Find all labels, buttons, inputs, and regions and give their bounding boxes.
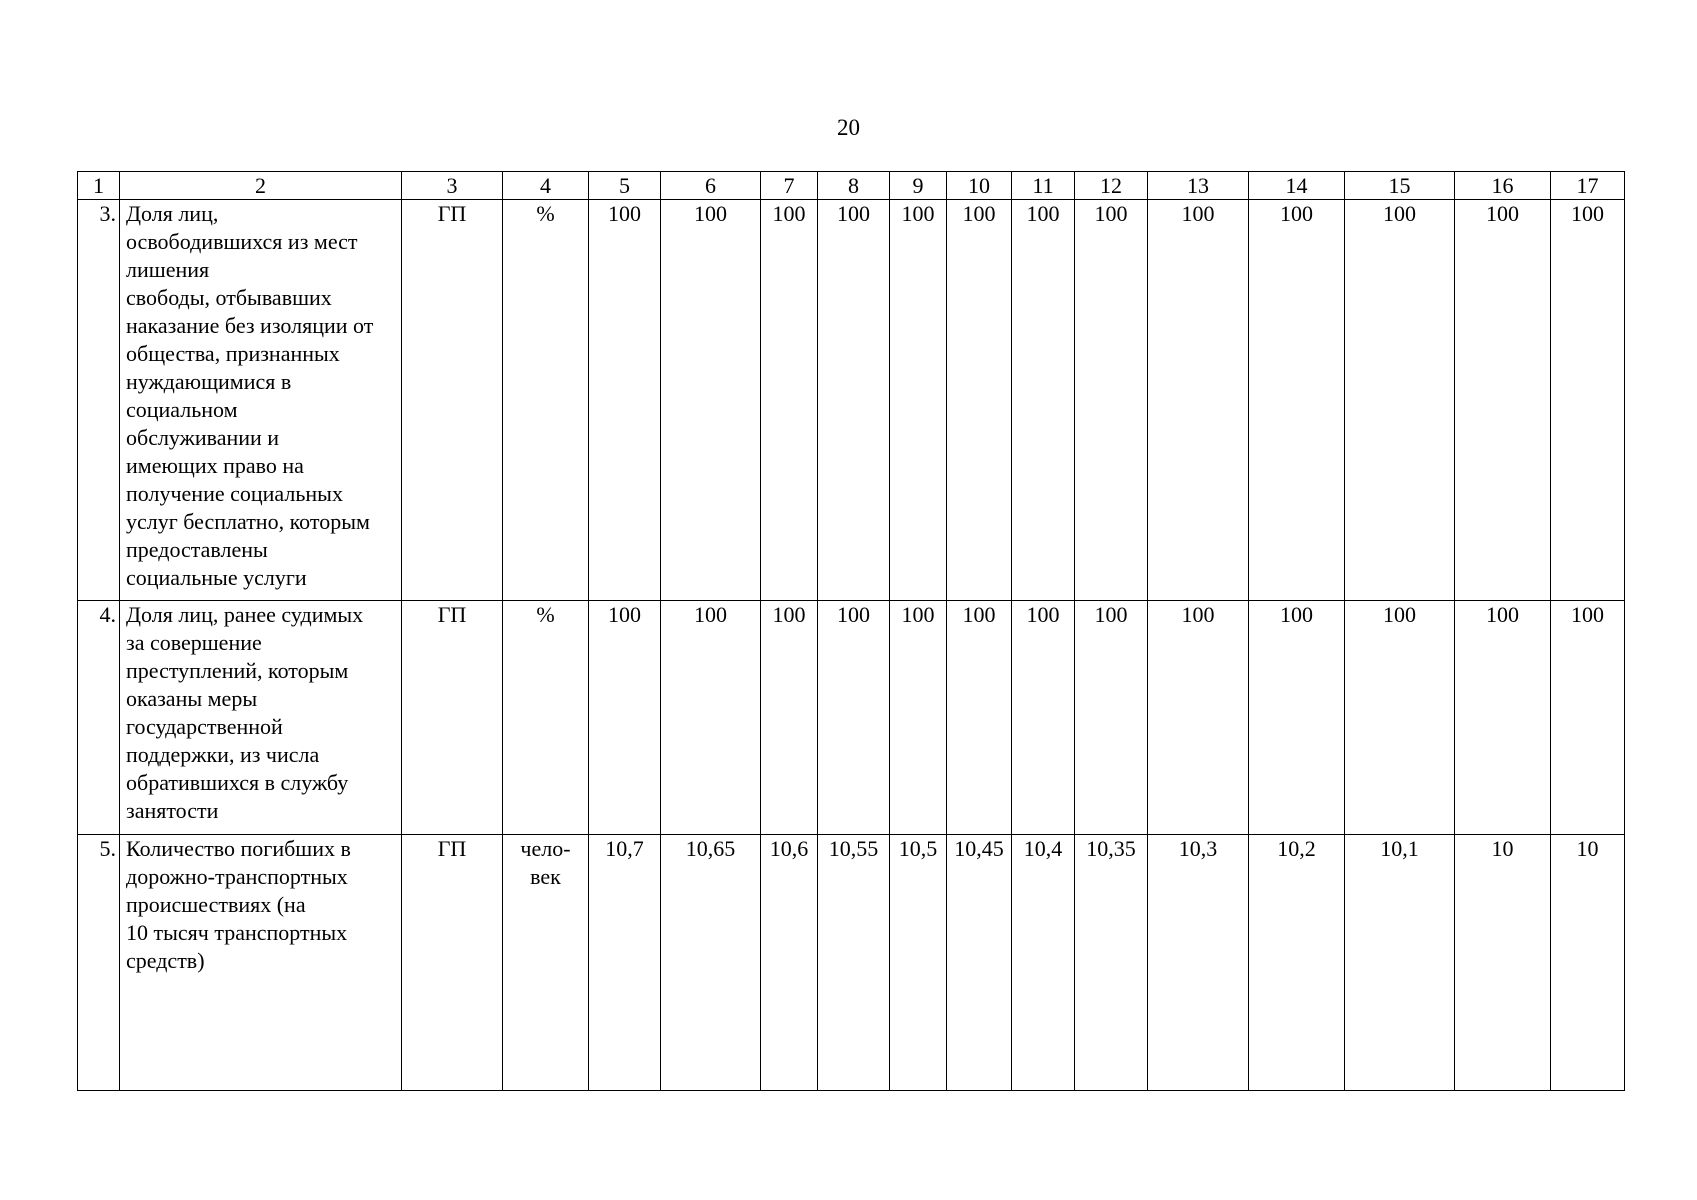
header-cell: 14 (1249, 172, 1345, 200)
indicator-name-line: обслуживании и (126, 425, 280, 450)
indicator-name-line: общества, признанных (126, 341, 340, 366)
indicator-name-line: государственной (126, 714, 283, 739)
header-cell: 3 (402, 172, 503, 200)
header-cell: 7 (761, 172, 818, 200)
unit-cell (503, 200, 589, 601)
unit-cell (503, 601, 589, 835)
indicator-name-line: получение социальных (126, 481, 343, 506)
indicator-name (120, 601, 402, 835)
header-cell: 2 (120, 172, 402, 200)
row-number: 4. (78, 601, 120, 835)
indicator-name-line: происшествиях (на (126, 892, 306, 917)
indicator-name-line: дорожно-транспортных (126, 864, 348, 889)
row-number: 5. (78, 835, 120, 1091)
value-cell: 10,5 (890, 835, 947, 1091)
indicator-name-line: нуждающимися в (126, 369, 292, 394)
indicator-name-line: услуг бесплатно, которым (126, 509, 370, 534)
header-cell: 4 (503, 172, 589, 200)
value-cell: 100 (1148, 601, 1249, 835)
value-cell: 10 (1551, 835, 1625, 1091)
value-cell: 100 (1249, 601, 1345, 835)
value-cell: 100 (589, 601, 661, 835)
value-cell: 100 (1249, 200, 1345, 601)
source-cell: ГП (402, 601, 503, 835)
indicator-name-line: Доля лиц, ранее судимых (126, 602, 364, 627)
indicator-name-line: преступлений, которым (126, 658, 349, 683)
indicator-name-line: за совершение (126, 630, 262, 655)
value-cell: 100 (1551, 601, 1625, 835)
unit-line: век (530, 864, 561, 889)
value-cell: 10,35 (1075, 835, 1148, 1091)
value-cell: 100 (589, 200, 661, 601)
indicator-name-line: свободы, отбывавших (126, 285, 332, 310)
value-cell: 10,65 (661, 835, 761, 1091)
indicator-name-line: поддержки, из числа (126, 742, 320, 767)
value-cell: 100 (818, 601, 890, 835)
source-cell: ГП (402, 200, 503, 601)
unit-line: чело- (520, 836, 571, 861)
value-cell: 100 (761, 200, 818, 601)
indicator-name-line: Количество погибших в (126, 836, 351, 861)
indicator-name-line: обратившихся в службу (126, 770, 349, 795)
header-cell: 9 (890, 172, 947, 200)
value-cell: 100 (1455, 200, 1551, 601)
indicator-name-line: средств) (126, 948, 205, 973)
value-cell: 100 (1455, 601, 1551, 835)
value-cell: 100 (1551, 200, 1625, 601)
header-cell: 16 (1455, 172, 1551, 200)
indicator-name-line: занятости (126, 798, 219, 823)
header-cell: 17 (1551, 172, 1625, 200)
value-cell: 10,6 (761, 835, 818, 1091)
header-cell: 6 (661, 172, 761, 200)
value-cell: 10,4 (1012, 835, 1075, 1091)
value-cell: 100 (761, 601, 818, 835)
value-cell: 10 (1455, 835, 1551, 1091)
indicator-name-line: наказание без изоляции от (126, 313, 374, 338)
header-row (78, 172, 1625, 200)
value-cell: 100 (890, 200, 947, 601)
indicator-name-line: социальные услуги (126, 565, 307, 590)
value-cell: 10,1 (1345, 835, 1455, 1091)
value-cell: 10,2 (1249, 835, 1345, 1091)
header-cell: 1 (78, 172, 120, 200)
indicator-name-line: лишения (126, 257, 210, 282)
indicator-name-line: 10 тысяч транспортных (126, 920, 348, 945)
unit-cell (503, 835, 589, 1091)
table-row (78, 601, 1625, 835)
value-cell: 100 (947, 601, 1012, 835)
unit-line: % (536, 602, 555, 627)
value-cell: 100 (1075, 200, 1148, 601)
unit-line: % (536, 201, 555, 226)
value-cell: 100 (661, 601, 761, 835)
value-cell: 100 (818, 200, 890, 601)
indicator-name-line: Доля лиц, (126, 201, 219, 226)
header-cell: 12 (1075, 172, 1148, 200)
indicator-name (120, 200, 402, 601)
header-cell: 5 (589, 172, 661, 200)
source-cell: ГП (402, 835, 503, 1091)
indicator-name-line: предоставлены (126, 537, 268, 562)
header-cell: 11 (1012, 172, 1075, 200)
value-cell: 100 (1012, 601, 1075, 835)
value-cell: 10,55 (818, 835, 890, 1091)
value-cell: 100 (1075, 601, 1148, 835)
indicator-name-line: освободившихся из мест (126, 229, 358, 254)
indicators-table (77, 171, 1625, 1091)
value-cell: 100 (1345, 601, 1455, 835)
value-cell: 100 (1148, 200, 1249, 601)
value-cell: 10,3 (1148, 835, 1249, 1091)
row-number: 3. (78, 200, 120, 601)
page-number: 20 (837, 115, 860, 140)
indicator-name-line: имеющих право на (126, 453, 304, 478)
value-cell: 100 (1012, 200, 1075, 601)
header-cell: 8 (818, 172, 890, 200)
header-cell: 13 (1148, 172, 1249, 200)
value-cell: 100 (947, 200, 1012, 601)
value-cell: 10,45 (947, 835, 1012, 1091)
indicator-name-line: социальном (126, 397, 238, 422)
value-cell: 10,7 (589, 835, 661, 1091)
table-row (78, 200, 1625, 601)
value-cell: 100 (1345, 200, 1455, 601)
value-cell: 100 (890, 601, 947, 835)
indicator-name (120, 835, 402, 1091)
value-cell: 100 (661, 200, 761, 601)
table-row (78, 835, 1625, 1091)
indicator-name-line: оказаны меры (126, 686, 258, 711)
header-cell: 10 (947, 172, 1012, 200)
header-cell: 15 (1345, 172, 1455, 200)
